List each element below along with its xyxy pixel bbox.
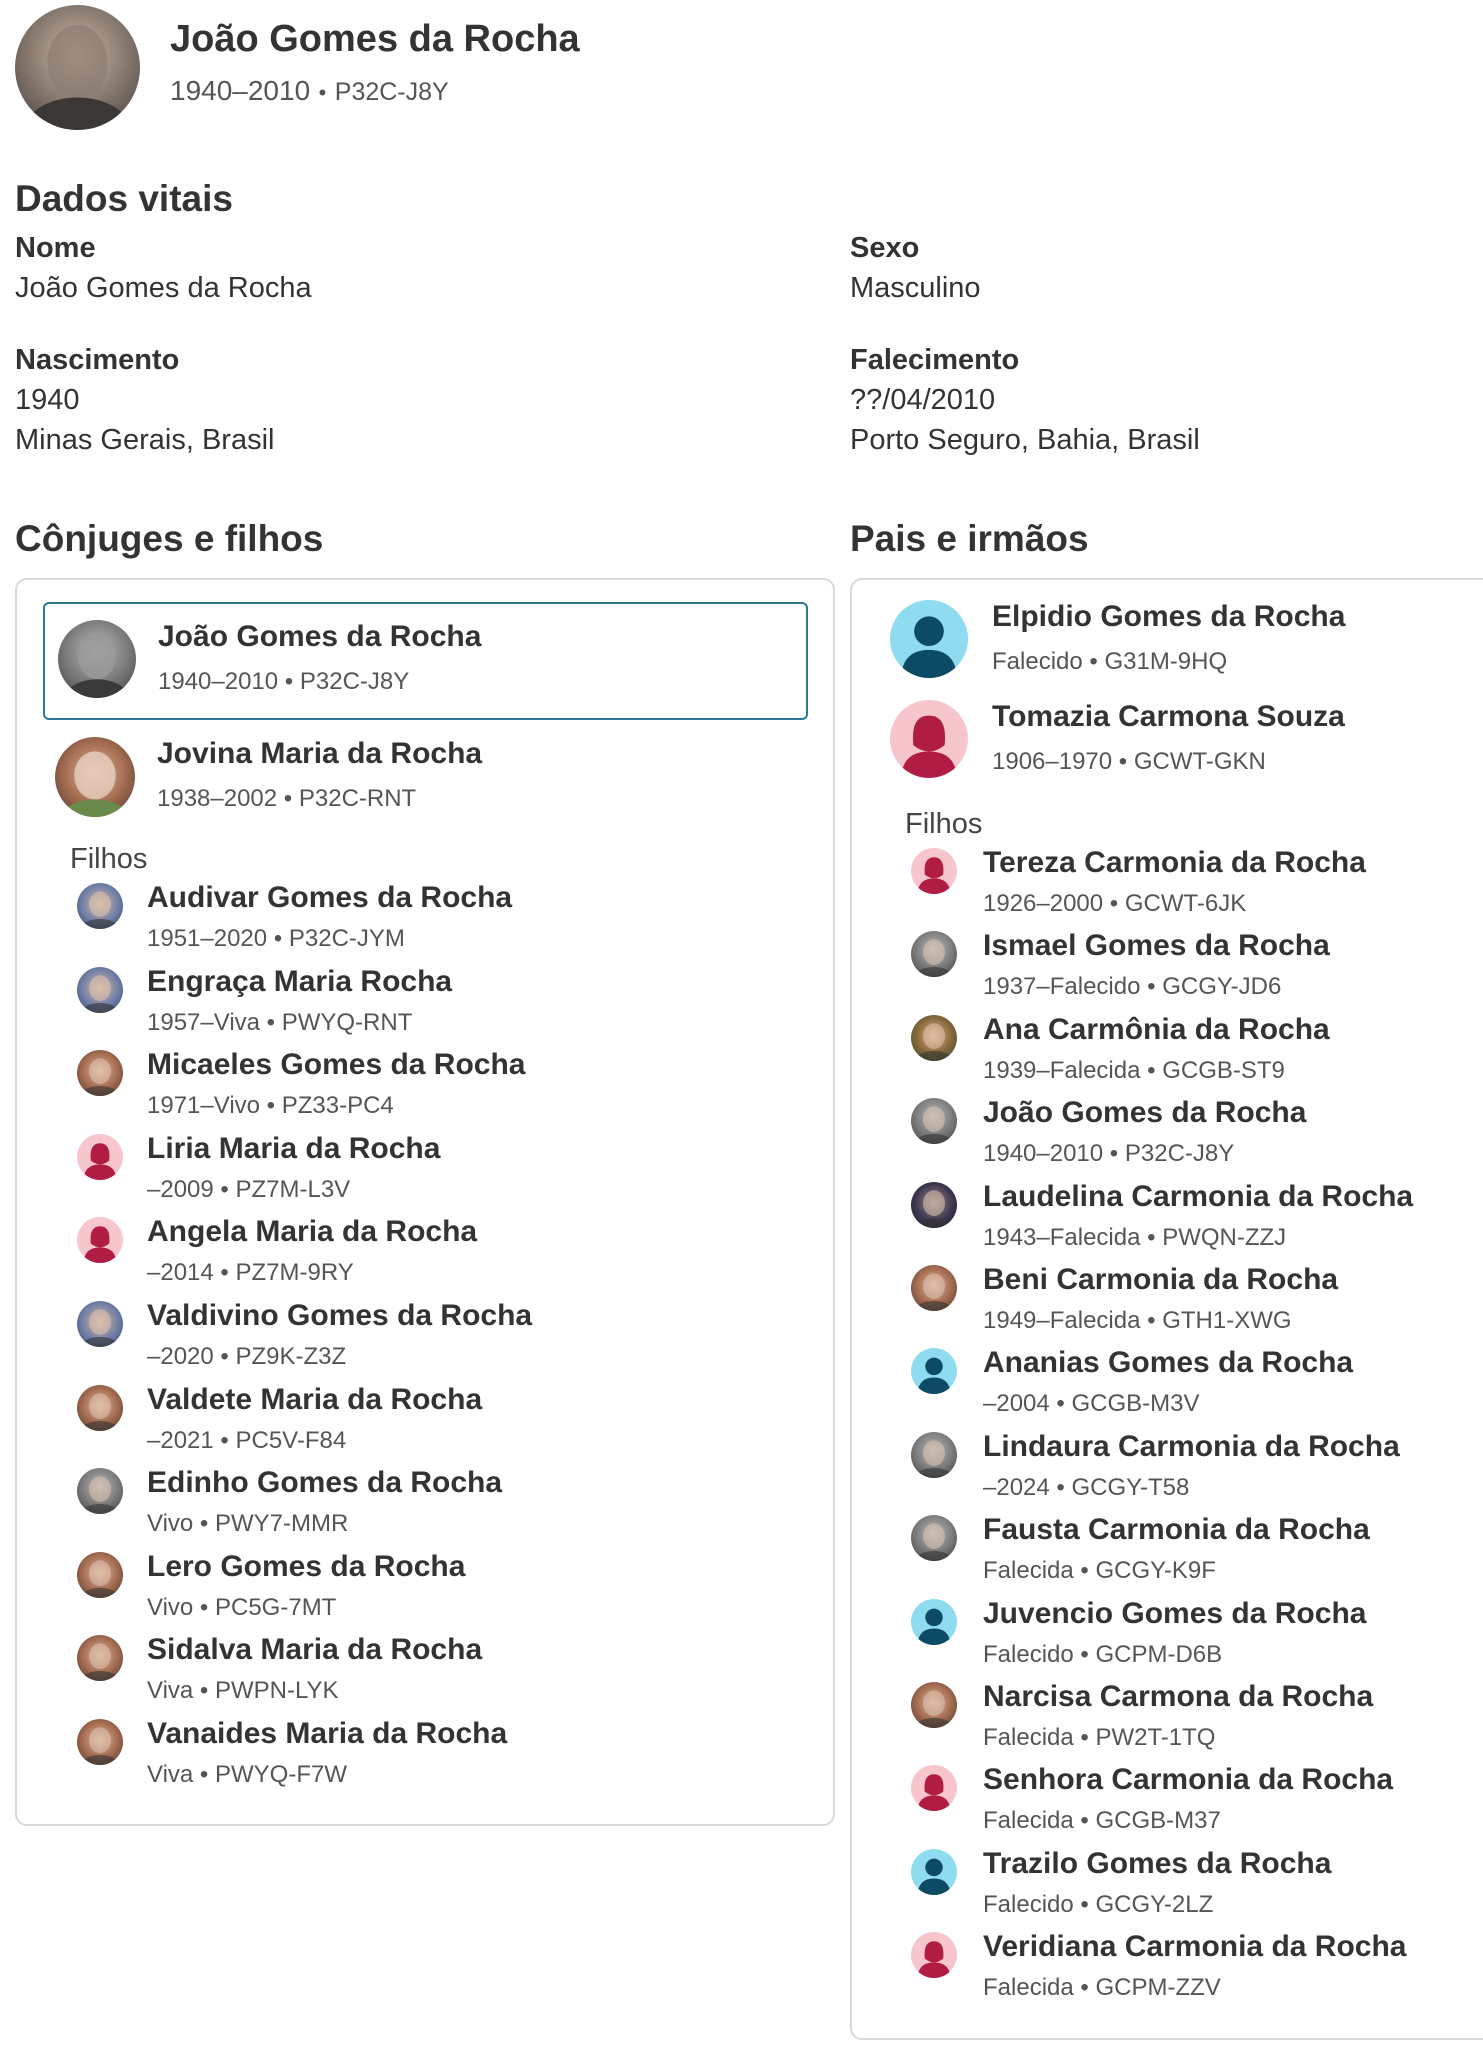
person-sub: –2021 • PC5V-F84 <box>147 1426 347 1454</box>
parents-heading: Pais e irmãos <box>850 518 1089 559</box>
page-title: João Gomes da Rocha <box>170 18 580 60</box>
spouse-avatar[interactable] <box>55 737 135 817</box>
person-sub: Falecido • GCGY-2LZ <box>983 1890 1214 1918</box>
person-sub: Falecida • PW2T-1TQ <box>983 1724 1216 1751</box>
spouse-name[interactable]: Jovina Maria da Rocha <box>157 737 483 770</box>
person-sub: 1943–Falecida • PWQN-ZZJ <box>983 1223 1287 1251</box>
birth-place: Minas Gerais, Brasil <box>15 424 275 456</box>
person-sub: 1951–2020 • P32C-JYM <box>147 925 405 952</box>
mother-name[interactable]: Tomazia Carmona Souza <box>992 700 1345 733</box>
vitals-heading: Dados vitais <box>15 178 233 219</box>
father-name[interactable]: Elpidio Gomes da Rocha <box>992 600 1346 633</box>
person-sub: 1949–Falecida • GTH1-XWG <box>983 1307 1292 1334</box>
person-name[interactable]: Sidalva Maria da Rocha <box>147 1633 483 1667</box>
person-sub: –2020 • PZ9K-Z3Z <box>147 1343 347 1370</box>
person-sub: 1971–Vivo • PZ33-PC4 <box>147 1092 394 1120</box>
person-sub: 1940–2010 • P32C-J8Y <box>983 1140 1235 1168</box>
female-silhouette-icon[interactable] <box>911 848 957 894</box>
person-sub: –2014 • PZ7M-9RY <box>147 1259 354 1287</box>
person-name[interactable]: Beni Carmonia da Rocha <box>983 1263 1339 1296</box>
person-photo[interactable] <box>77 1719 123 1765</box>
lifespan-pid <box>170 75 449 107</box>
father-avatar[interactable] <box>890 600 968 678</box>
person-name[interactable]: Trazilo Gomes da Rocha <box>983 1846 1332 1880</box>
person-name[interactable]: Engraça Maria Rocha <box>147 964 453 998</box>
person-photo[interactable] <box>77 1385 123 1431</box>
person-photo[interactable] <box>911 1265 957 1311</box>
name-value: João Gomes da Rocha <box>15 272 312 304</box>
person-sub: 1937–Falecido • GCGY-JD6 <box>983 973 1282 1001</box>
person-photo[interactable] <box>77 1050 123 1096</box>
person-photo[interactable] <box>77 1468 123 1514</box>
person-name[interactable]: João Gomes da Rocha <box>983 1096 1307 1130</box>
male-silhouette-icon[interactable] <box>911 1849 957 1895</box>
person-sub: –2024 • GCGY-T58 <box>983 1473 1190 1501</box>
name-label: Nome <box>15 232 96 264</box>
person-sub: –2004 • GCGB-M3V <box>983 1390 1200 1418</box>
person-name[interactable]: Juvencio Gomes da Rocha <box>983 1596 1367 1630</box>
person-id[interactable]: P32C-J8Y <box>334 78 449 106</box>
spouse-sub: 1938–2002 • P32C-RNT <box>157 785 417 812</box>
person-sub: Falecida • GCGY-K9F <box>983 1557 1216 1585</box>
person-sub: Viva • PWPN-LYK <box>147 1677 339 1705</box>
birth-date: 1940 <box>15 384 80 416</box>
person-photo[interactable] <box>911 1515 957 1561</box>
person-name[interactable]: Ananias Gomes da Rocha <box>983 1346 1354 1380</box>
person-sub: 1926–2000 • GCWT-6JK <box>983 890 1247 917</box>
person-name[interactable]: Audivar Gomes da Rocha <box>147 881 513 914</box>
spouses-heading: Cônjuges e filhos <box>15 518 324 559</box>
mother-avatar[interactable] <box>890 700 968 778</box>
father-sub: Falecido • G31M-9HQ <box>992 648 1228 675</box>
profile-photo <box>15 5 140 130</box>
self-name[interactable]: João Gomes da Rocha <box>158 620 482 653</box>
person-name[interactable]: Fausta Carmonia da Rocha <box>983 1513 1370 1547</box>
person-name[interactable]: Edinho Gomes da Rocha <box>147 1466 503 1500</box>
death-date: ??/04/2010 <box>850 384 996 416</box>
person-name[interactable]: Angela Maria da Rocha <box>147 1215 478 1249</box>
person-name[interactable]: Ana Carmônia da Rocha <box>983 1012 1330 1046</box>
person-photo[interactable] <box>77 967 123 1013</box>
person-sub: 1957–Viva • PWYQ-RNT <box>147 1008 413 1036</box>
siblings-label: Filhos <box>905 808 983 840</box>
person-sub: Vivo • PC5G-7MT <box>147 1593 337 1621</box>
lifespan: 1940–2010 <box>170 75 311 106</box>
female-silhouette-icon[interactable] <box>77 1134 123 1180</box>
person-sub: Vivo • PWY7-MMR <box>147 1510 349 1538</box>
person-name[interactable]: Valdete Maria da Rocha <box>147 1382 483 1416</box>
person-name[interactable]: Valdivino Gomes da Rocha <box>147 1299 533 1332</box>
person-photo[interactable] <box>77 883 123 929</box>
person-name[interactable]: Vanaides Maria da Rocha <box>147 1717 508 1750</box>
children-label: Filhos <box>70 843 148 875</box>
mother-sub: 1906–1970 • GCWT-GKN <box>992 748 1266 775</box>
person-name[interactable]: Narcisa Carmona da Rocha <box>983 1680 1374 1713</box>
person-sub: Falecida • GCGB-M37 <box>983 1807 1221 1835</box>
person-photo[interactable] <box>77 1301 123 1347</box>
person-photo[interactable] <box>911 1432 957 1478</box>
person-photo[interactable] <box>77 1552 123 1598</box>
sex-value: Masculino <box>850 272 981 304</box>
person-name[interactable]: Lindaura Carmonia da Rocha <box>983 1429 1400 1463</box>
person-name[interactable]: Ismael Gomes da Rocha <box>983 929 1330 963</box>
person-name[interactable]: Lero Gomes da Rocha <box>147 1549 466 1583</box>
person-photo[interactable] <box>911 1015 957 1061</box>
separator: • <box>318 80 327 105</box>
person-photo[interactable] <box>911 1182 957 1228</box>
self-sub: 1940–2010 • P32C-J8Y <box>158 668 410 695</box>
person-name[interactable]: Tereza Carmonia da Rocha <box>983 846 1366 879</box>
person-photo[interactable] <box>911 1682 957 1728</box>
birth-label: Nascimento <box>15 344 180 376</box>
person-name[interactable]: Senhora Carmonia da Rocha <box>983 1763 1394 1797</box>
person-sub: Falecida • GCPM-ZZV <box>983 1974 1221 2002</box>
person-sub: –2009 • PZ7M-L3V <box>147 1175 351 1203</box>
self-avatar[interactable] <box>58 620 136 698</box>
person-name[interactable]: Veridiana Carmonia da Rocha <box>983 1930 1407 1964</box>
death-place: Porto Seguro, Bahia, Brasil <box>850 424 1200 456</box>
person-sub: Viva • PWYQ-F7W <box>147 1761 347 1788</box>
person-sub: 1939–Falecida • GCGB-ST9 <box>983 1056 1285 1084</box>
person-name[interactable]: Micaeles Gomes da Rocha <box>147 1048 526 1082</box>
person-sub: Falecido • GCPM-D6B <box>983 1640 1223 1668</box>
death-label: Falecimento <box>850 344 1020 376</box>
person-name[interactable]: Liria Maria da Rocha <box>147 1131 441 1165</box>
male-silhouette-icon[interactable] <box>911 1599 957 1645</box>
person-photo[interactable] <box>911 1098 957 1144</box>
sex-label: Sexo <box>850 232 920 264</box>
female-silhouette-icon[interactable] <box>911 1932 957 1978</box>
person-name[interactable]: Laudelina Carmonia da Rocha <box>983 1179 1414 1213</box>
